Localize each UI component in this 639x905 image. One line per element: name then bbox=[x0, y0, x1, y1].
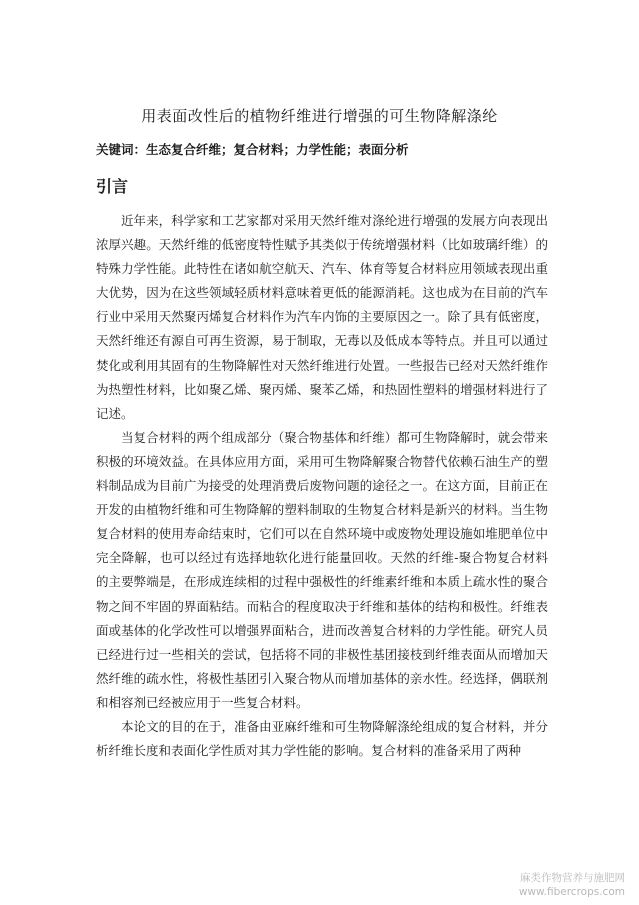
document-title: 用表面改性后的植物纤维进行增强的可生物降解涤纶 bbox=[141, 107, 498, 125]
section-heading-introduction: 引言 bbox=[96, 177, 129, 196]
paragraph-3: 本论文的目的在于，准备由亚麻纤维和可生物降解涤纶组成的复合材料，并分析纤维长度和表面化学性质对其力学性能的影响。复合材料的准备采用了两种 bbox=[96, 718, 548, 759]
keywords-line: 关键词：生态复合纤维；复合材料；力学性能；表面分析 bbox=[96, 142, 409, 157]
watermark-site-url: www.fibercrops.com bbox=[518, 886, 625, 898]
watermark-site-name: 麻类作物营养与施肥网 bbox=[520, 872, 625, 884]
body-text bbox=[96, 209, 548, 763]
paragraph-1: 近年来，科学家和工艺家都对采用天然纤维对涤纶进行增强的发展方向表现出浓厚兴趣。天然纤维的低密度特性赋予其类似于传统增强材料（比如玻璃纤维）的特殊力学性能。此特性在诸如航空航天、汽车、体育等复合材料应用领域表现出重大优势，因为在这些领域轻质材料意味着更低的能源消耗。这也成为在目前的汽车行业中采用天然聚丙烯复合材料作为汽车内饰的主要原因之一。除了具有低密度，天然纤维还有源自可再生资源，易于制取，无毒以及低成本等特点。并且可以通过焚化或利用其固有的生物降解性对天然纤维进行处置。一些报告已经对天然纤维作为热塑性材料，比如聚乙烯、聚丙烯、聚苯乙烯，和热固性塑料的增强材料进行了记述。 bbox=[96, 213, 548, 421]
site-watermark bbox=[519, 871, 625, 899]
paragraph-2: 当复合材料的两个组成部分（聚合物基体和纤维）都可生物降解时，就会带来积极的环境效益。在具体应用方面，采用可生物降解聚合物替代依赖石油生产的塑料制品成为目前广为接受的处理消费后废物问题的途径之一。在这方面，目前正在开发的由植物纤维和可生物降解的塑料制取的生物复合材料是新兴的材料。当生物复合材料的使用寿命结束时，它们可以在自然环境中或废物处理设施如堆肥单位中完全降解，也可以经过有选择地软化进行能量回收。天然的纤维-聚合物复合材料的主要弊端是，在形成连续相的过程中强极性的纤维素纤维和本质上疏水性的聚合物之间不牢固的界面粘结。而粘合的程度取决于纤维和基体的结构和极性。纤维表面或基体的化学改性可以增强界面粘合，进而改善复合材料的力学性能。研究人员已经进行过一些相关的尝试，包括将不同的非极性基团接枝到纤维表面从而增加天然纤维的疏水性，将极性基团引入聚合物从而增加基体的亲水性。经选择，偶联剂和相容剂已经被应用于一些复合材料。 bbox=[96, 429, 548, 710]
